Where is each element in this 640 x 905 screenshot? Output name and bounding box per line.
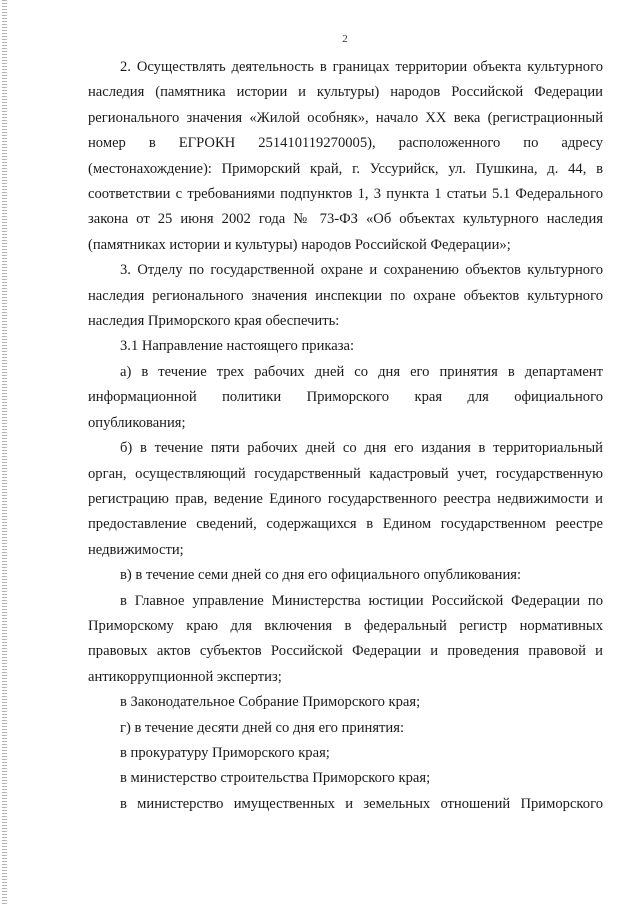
- text-line: информационной политики Приморского края для официального: [88, 389, 603, 406]
- text-line: в) в течение семи дней со дня его официального опубликования:: [120, 567, 522, 584]
- text-line: предоставление сведений, содержащихся в Едином государственном реестре: [88, 516, 603, 533]
- text-line: 3. Отделу по государственной охране и сохранению объектов культурного: [120, 262, 603, 279]
- text-line: правовых актов субъектов Российской Федерации и проведения правовой и: [88, 643, 603, 660]
- page-number: 2: [342, 33, 348, 45]
- text-line: в министерство строительства Приморского края;: [120, 770, 431, 787]
- text-line: орган, осуществляющий государственный кадастровый учет, государственную: [88, 465, 603, 482]
- text-line: номер в ЕГРОКН 251410119270005), расположенного по адресу: [88, 135, 603, 152]
- text-line: (памятниках истории и культуры) народов Российской Федерации»;: [88, 236, 511, 253]
- text-line: недвижимости;: [88, 541, 184, 558]
- text-line: б) в течение пяти рабочих дней со дня его издания в территориальный: [120, 440, 603, 457]
- text-line: опубликования;: [88, 414, 186, 431]
- text-line: в прокуратуру Приморского края;: [120, 744, 330, 761]
- text-line: г) в течение десяти дней со дня его принятия:: [120, 719, 405, 736]
- text-line: наследия Приморского края обеспечить:: [88, 313, 340, 330]
- text-line: Приморскому краю для включения в федеральный регистр нормативных: [88, 617, 603, 634]
- text-line: в Законодательное Собрание Приморского края;: [120, 694, 421, 711]
- text-line: 2. Осуществлять деятельность в границах территории объекта культурного: [120, 59, 603, 75]
- text-line: антикоррупционной экспертиз;: [88, 668, 282, 685]
- text-line: наследия регионального значения инспекции по охране объектов культурного: [88, 287, 603, 304]
- document-body: [88, 55, 603, 817]
- text-line: а) в течение трех рабочих дней со дня его принятия в департамент: [120, 363, 603, 380]
- text-line: в министерство имущественных и земельных отношений Приморского: [120, 795, 603, 812]
- text-line: в Главное управление Министерства юстиции Российской Федерации по: [120, 592, 603, 609]
- text-line: (местонахождение): Приморский край, г. Уссурийск, ул. Пушкина, д. 44, в: [88, 160, 603, 177]
- text-line: наследия (памятника истории и культуры) народов Российской Федерации: [88, 84, 603, 101]
- scan-edge-artifact: [2, 0, 7, 905]
- text-line: соответствии с требованиями подпунктов 1, 3 пункта 1 статьи 5.1 Федерального: [88, 186, 603, 203]
- text-line: 3.1 Направление настоящего приказа:: [120, 338, 355, 355]
- text-line: регионального значения «Жилой особняк», начало XX века (регистрационный: [88, 109, 603, 126]
- text-line: закона от 25 июня 2002 года № 73-ФЗ «Об объектах культурного наследия: [88, 211, 603, 228]
- text-line: регистрацию прав, ведение Единого государственного реестра недвижимости и: [88, 490, 603, 507]
